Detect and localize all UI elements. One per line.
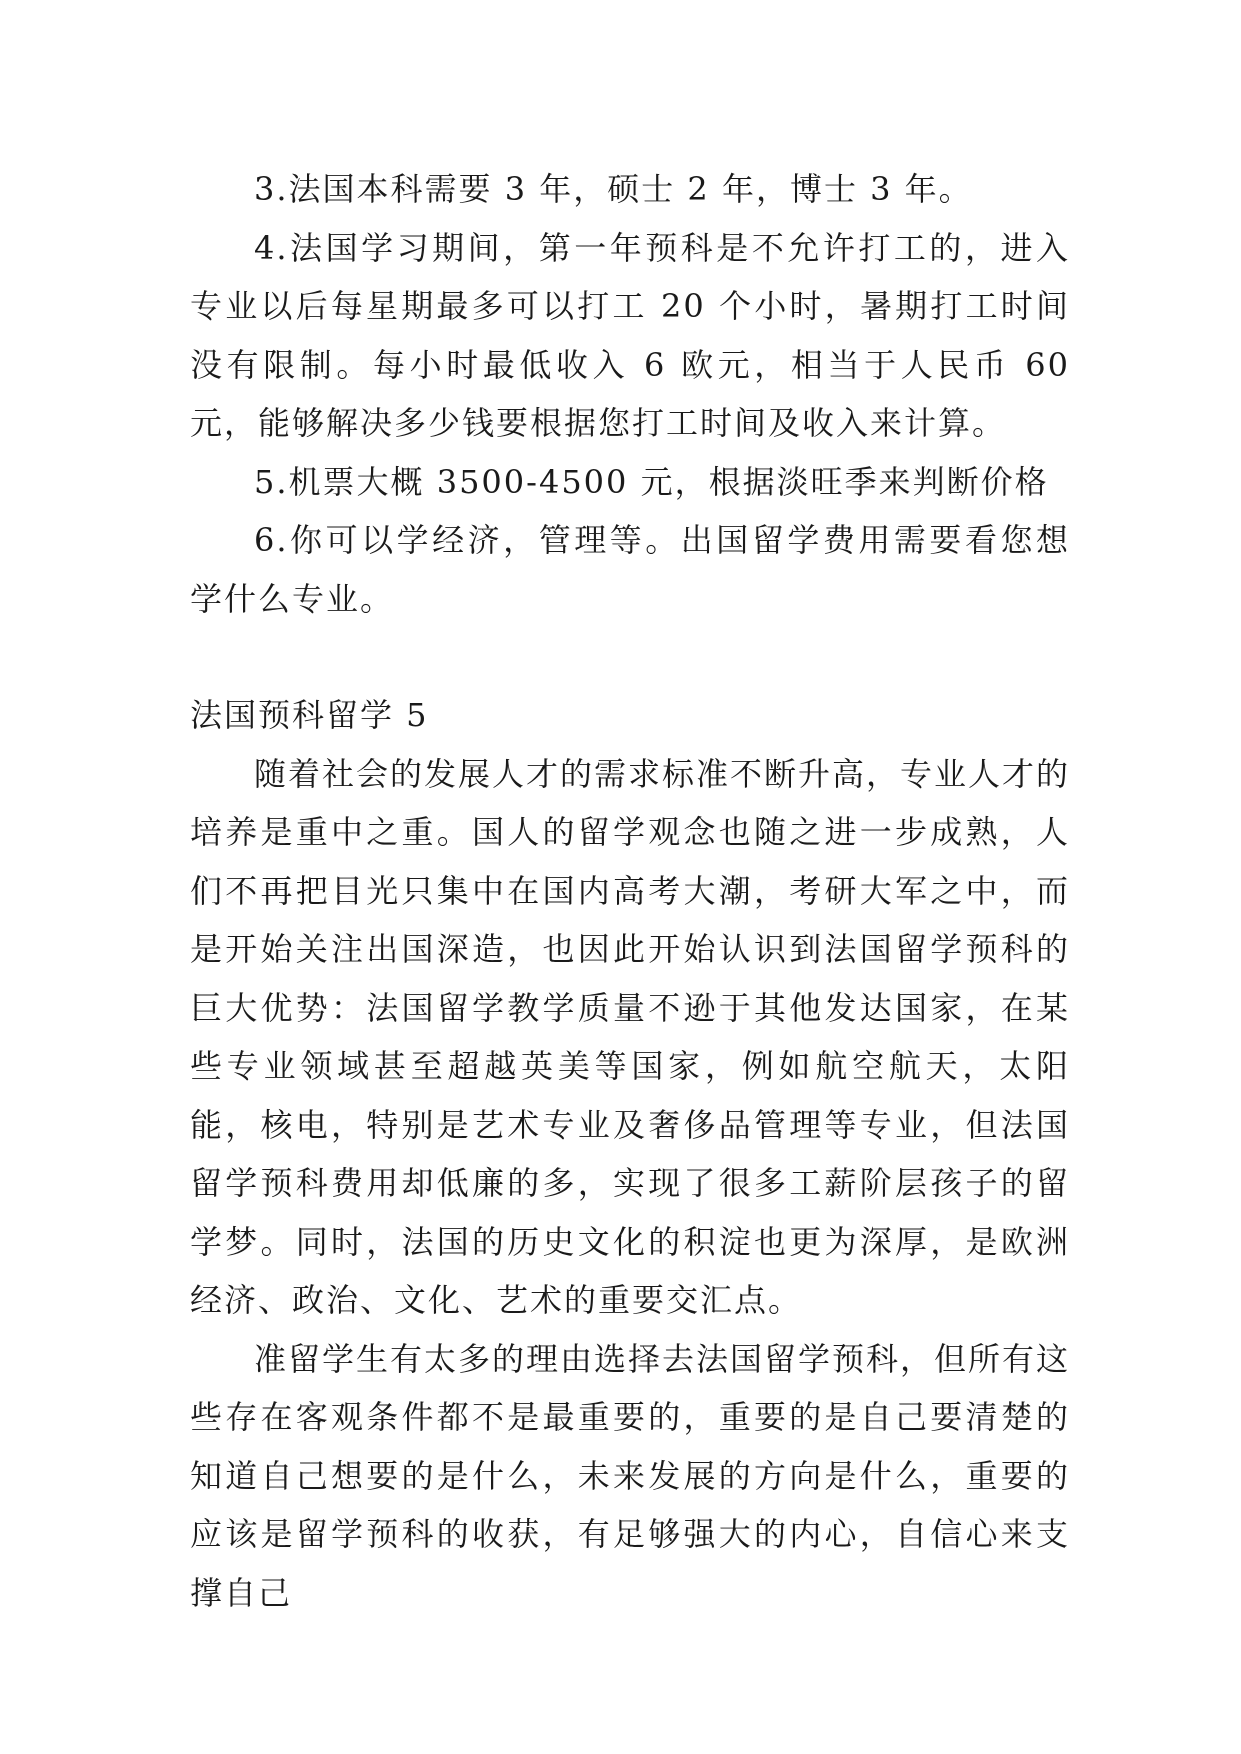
section-heading: 法国预科留学 5 [190, 696, 429, 734]
paragraph-item-3: 3.法国本科需要 3 年，硕士 2 年，博士 3 年。 [254, 170, 973, 208]
paragraph-item-4: 4.法国学习期间，第一年预科是不允许打工的，进入专业以后每星期最多可以打工 20 个小时，暑期打工时间没有限制。每小时最低收入 6 欧元，相当于人民币 60 元，能够解决多少钱要根据您打工时间及收入来计算。 [190, 228, 1070, 442]
document-body [190, 160, 1070, 1622]
body-paragraph-2: 准留学生有太多的理由选择去法国留学预科，但所有这些存在客观条件都不是最重要的，重要的是自己要清楚的知道自己想要的是什么，未来发展的方向是什么，重要的应该是留学预科的收获，有足够强大的内心，自信心来支撑自己 [190, 1339, 1071, 1612]
paragraph-item-6: 6.你可以学经济，管理等。出国留学费用需要看您想学什么专业。 [190, 521, 1070, 618]
section-spacer [190, 628, 1070, 686]
paragraph-item-5: 5.机票大概 3500-4500 元，根据淡旺季来判断价格 [254, 462, 1049, 501]
body-paragraph-1: 随着社会的发展人才的需求标准不断升高，专业人才的培养是重中之重。国人的留学观念也随之进一步成熟，人们不再把目光只集中在国内高考大潮，考研大军之中，而是开始关注出国深造，也因此开始认识到法国留学预科的巨大优势：法国留学教学质量不逊于其他发达国家，在某些专业领域甚至超越英美等国家，例如航空航天，太阳能，核电，特别是艺术专业及奢侈品管理等专业，但法国留学预科费用却低廉的多，实现了很多工薪阶层孩子的留学梦。同时，法国的历史文化的积淀也更为深厚，是欧洲经济、政治、文化、艺术的重要交汇点。 [190, 754, 1071, 1319]
